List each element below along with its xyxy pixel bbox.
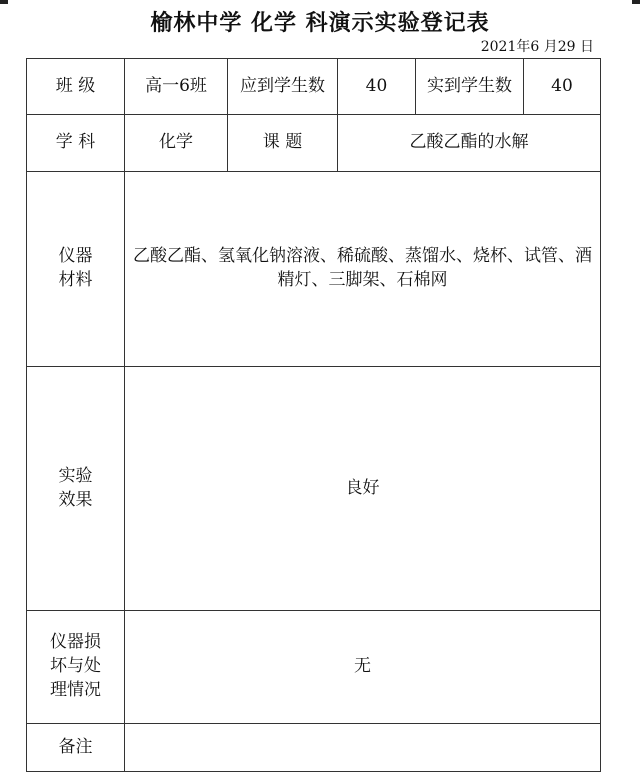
table-row [27,367,601,611]
subject-label: 学 科 [27,115,125,172]
materials-label: 仪器材料 [58,246,93,290]
table-row [27,59,601,115]
table-row [27,611,601,724]
subject-value: 化学 [125,115,228,172]
damage-value: 无 [125,611,601,724]
actual-students-value: 40 [524,59,601,115]
expected-students-value: 40 [338,59,416,115]
class-value: 高一6班 [125,59,228,115]
materials-value: 乙酸乙酯、氢氧化钠溶液、稀硫酸、蒸馏水、烧杯、试管、酒精灯、三脚架、石棉网 [125,172,601,367]
damage-label: 仪器损坏与处理情况 [50,632,101,700]
table-row [27,172,601,367]
table-row [27,115,601,172]
materials-label-cell [27,172,125,367]
class-label: 班 级 [27,59,125,115]
document-title: 榆林中学 化学 科演示实验登记表 [150,10,490,36]
document-date: 2021年6 月29 日 [480,39,594,55]
expected-students-label: 应到学生数 [228,59,338,115]
actual-students-label: 实到学生数 [416,59,524,115]
register-table [26,58,601,772]
corner-mark-left [0,0,8,4]
table-row [27,724,601,772]
remarks-value [125,724,601,772]
corner-mark-right [632,0,640,4]
topic-label: 课 题 [228,115,338,172]
topic-value: 乙酸乙酯的水解 [338,115,601,172]
damage-label-cell [27,611,125,724]
remarks-label: 备注 [27,724,125,772]
effect-label-cell [27,367,125,611]
effect-label: 实验效果 [58,465,93,510]
effect-value: 良好 [125,367,601,611]
